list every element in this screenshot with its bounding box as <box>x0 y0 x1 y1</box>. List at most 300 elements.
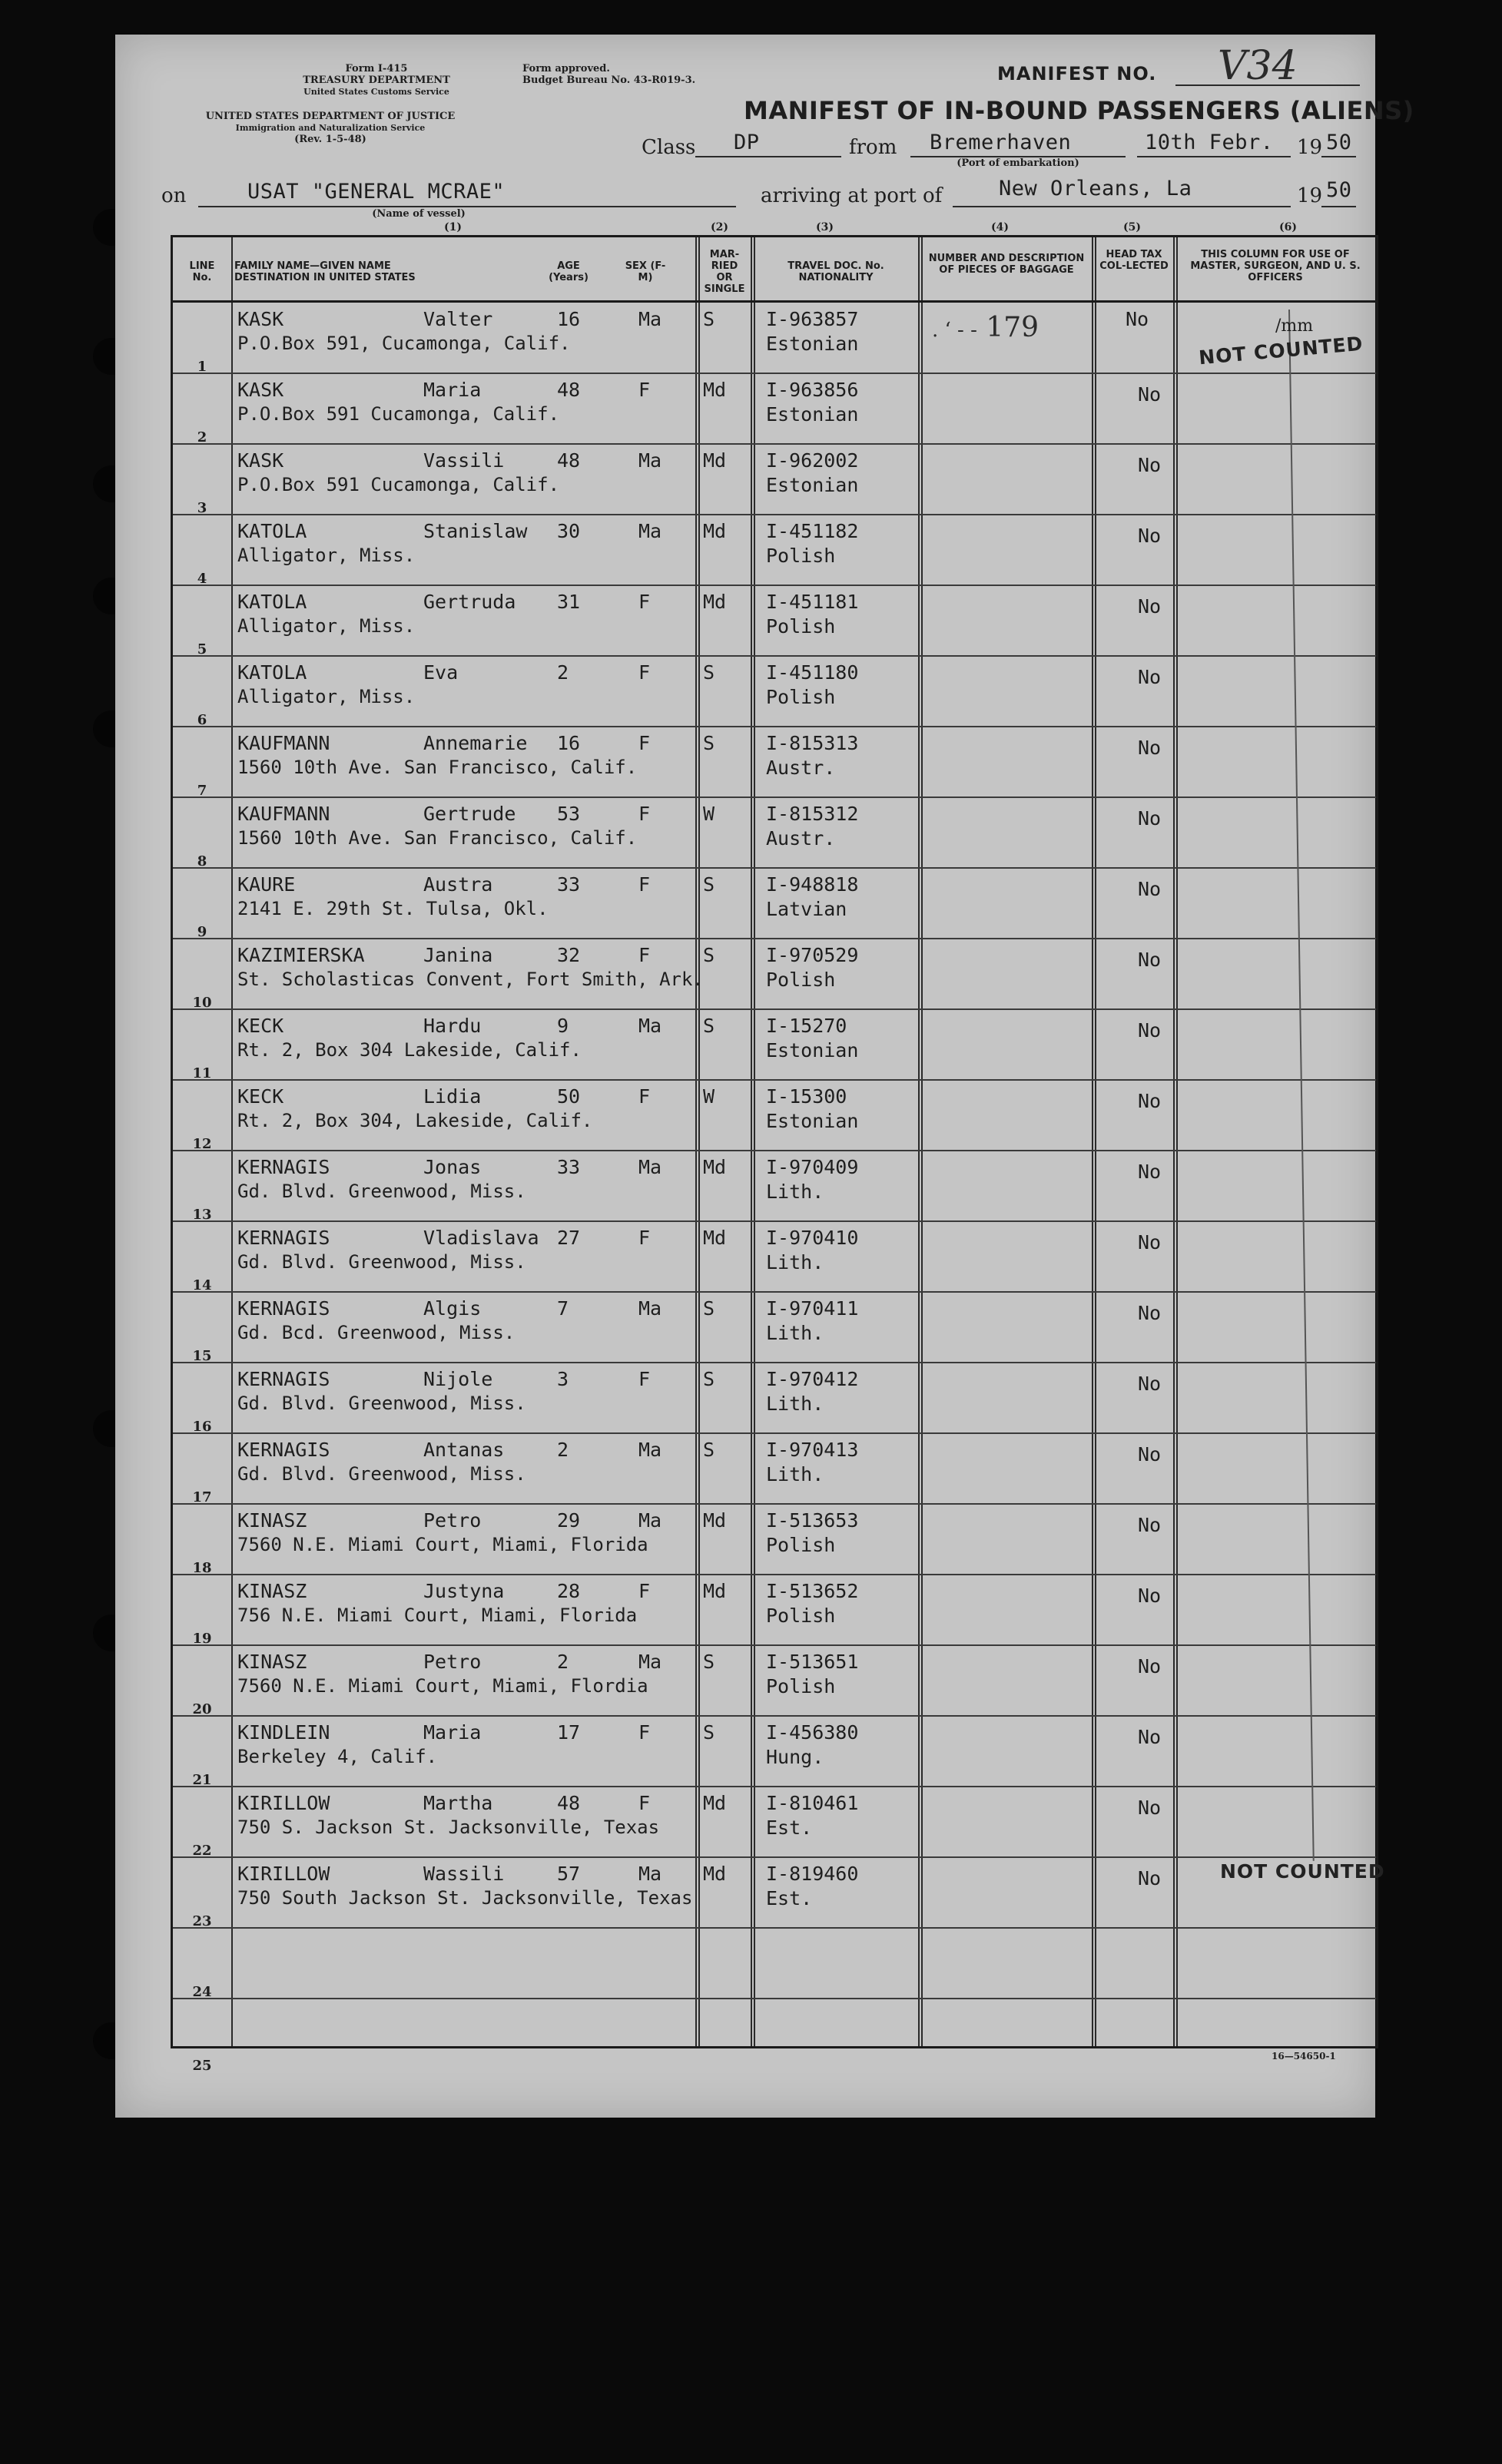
travel-doc-no: I-970413 <box>766 1439 859 1461</box>
date-value: 10th Febr. <box>1145 131 1274 154</box>
head-tax: No <box>1138 737 1162 759</box>
nationality: Polish <box>766 1675 836 1697</box>
table-row <box>173 1432 1376 1503</box>
marital-status: Md <box>703 1227 727 1249</box>
sex: Ma <box>638 520 662 542</box>
table-row <box>173 867 1376 938</box>
table-row <box>173 1220 1376 1291</box>
family-name: KERNAGIS <box>237 1439 330 1461</box>
family-name: KERNAGIS <box>237 1297 330 1320</box>
line-number: 7 <box>197 783 207 799</box>
family-name: KINASZ <box>237 1509 307 1532</box>
marital-status: W <box>703 1085 715 1108</box>
vessel-label: (Name of vessel) <box>372 208 466 220</box>
marital-status: Md <box>703 1509 727 1532</box>
header-line-no: LINE No. <box>189 260 215 283</box>
nationality: Lith. <box>766 1181 824 1203</box>
nationality: Latvian <box>766 898 847 920</box>
nationality: Austr. <box>766 757 836 779</box>
family-name: KATOLA <box>237 591 307 613</box>
manifest-no-label: MANIFEST NO. <box>997 63 1157 84</box>
nationality: Estonian <box>766 1039 859 1061</box>
header-name: FAMILY NAME—GIVEN NAME DESTINATION IN UNITED STATES <box>234 260 416 283</box>
given-name: Justyna <box>423 1580 505 1602</box>
table-row <box>173 796 1376 867</box>
sex: Ma <box>638 1651 662 1673</box>
class-label: Class <box>642 136 696 159</box>
nationality: Polish <box>766 686 836 708</box>
line-number: 21 <box>192 1772 212 1788</box>
marital-status: S <box>703 944 715 966</box>
sex: F <box>638 1227 651 1249</box>
line-number: 2 <box>197 429 207 445</box>
mm-note: /mm <box>1275 316 1314 336</box>
header-age: AGE (Years) <box>549 260 589 283</box>
travel-doc-no: I-513653 <box>766 1509 859 1532</box>
family-name: KASK <box>237 379 284 401</box>
col-num-5: (5) <box>1123 221 1141 233</box>
sex: Ma <box>638 1509 662 1532</box>
age: 2 <box>557 1439 569 1461</box>
marital-status: Md <box>703 1792 727 1814</box>
baggage-count: 179 <box>986 312 1039 343</box>
given-name: Eva <box>423 661 459 684</box>
family-name: KAUFMANN <box>237 803 330 825</box>
port-embark-label: (Port of embarkation) <box>957 157 1079 169</box>
marital-status: S <box>703 732 715 754</box>
line-number: 25 <box>192 2058 212 2074</box>
line-number: 19 <box>192 1631 212 1647</box>
travel-doc-no: I-513651 <box>766 1651 859 1673</box>
marital-status: Md <box>703 1580 727 1602</box>
destination: P.O.Box 591 Cucamonga, Calif. <box>237 403 560 425</box>
sex: F <box>638 1368 651 1390</box>
given-name: Vladislava <box>423 1227 539 1249</box>
line-number: 24 <box>192 1984 212 2000</box>
nationality: Estonian <box>766 474 859 496</box>
destination: Berkeley 4, Calif. <box>237 1746 438 1767</box>
family-name: KAZIMIERSKA <box>237 944 365 966</box>
header-married: MAR-RIED OR SINGLE <box>704 249 745 295</box>
given-name: Lidia <box>423 1085 482 1108</box>
sex: F <box>638 591 651 613</box>
sex: F <box>638 1085 651 1108</box>
marital-status: S <box>703 308 715 330</box>
arriving-label: arriving at port of <box>761 184 943 207</box>
nationality: Lith. <box>766 1393 824 1415</box>
family-name: KINASZ <box>237 1651 307 1673</box>
sex: F <box>638 873 651 896</box>
travel-doc-no: I-963856 <box>766 379 859 401</box>
line-number: 13 <box>192 1207 212 1223</box>
line-number: 6 <box>197 712 207 728</box>
age: 30 <box>557 520 581 542</box>
travel-doc-no: I-451182 <box>766 520 859 542</box>
table-row <box>173 514 1376 585</box>
age: 7 <box>557 1297 569 1320</box>
budget-label: Budget Bureau No. 43-R019-3. <box>522 75 696 86</box>
not-counted-stamp-top: NOT COUNTED <box>1198 332 1364 369</box>
travel-doc-no: I-970411 <box>766 1297 859 1320</box>
sex: F <box>638 661 651 684</box>
destination: 750 South Jackson St. Jacksonville, Texas <box>237 1887 693 1909</box>
head-tax: No <box>1138 1231 1162 1254</box>
age: 3 <box>557 1368 569 1390</box>
marital-status: S <box>703 1439 715 1461</box>
travel-doc-no: I-513652 <box>766 1580 859 1602</box>
head-tax: No <box>1138 807 1162 830</box>
table-row <box>173 1856 1376 1927</box>
head-tax: No <box>1138 1726 1162 1748</box>
travel-doc-no: I-456380 <box>766 1721 859 1744</box>
given-name: Gertruda <box>423 591 516 613</box>
destination: P.O.Box 591 Cucamonga, Calif. <box>237 474 560 495</box>
nationality: Estonian <box>766 403 859 426</box>
from-label: from <box>849 136 897 159</box>
nationality: Estonian <box>766 333 859 355</box>
year-prefix: 19 <box>1297 136 1323 159</box>
head-tax: No <box>1138 1019 1162 1042</box>
doj-label: UNITED STATES DEPARTMENT OF JUSTICE <box>205 111 456 122</box>
table-row <box>173 1574 1376 1647</box>
baggage-note: . ‘ - - 179 <box>932 312 1039 343</box>
age: 9 <box>557 1015 569 1037</box>
family-name: KECK <box>237 1015 284 1037</box>
marital-status: Md <box>703 379 727 401</box>
line-number: 23 <box>192 1913 212 1929</box>
head-tax: No <box>1138 595 1162 618</box>
age: 48 <box>557 379 581 401</box>
destination: 750 S. Jackson St. Jacksonville, Texas <box>237 1817 660 1838</box>
line-number: 14 <box>192 1277 212 1293</box>
marital-status: S <box>703 873 715 896</box>
marital-status: Md <box>703 591 727 613</box>
destination: 7560 N.E. Miami Court, Miami, Florida <box>237 1534 648 1555</box>
age: 29 <box>557 1509 581 1532</box>
col-num-6: (6) <box>1279 221 1297 233</box>
destination: Gd. Blvd. Greenwood, Miss. <box>237 1393 526 1414</box>
table-row <box>173 373 1376 443</box>
given-name: Petro <box>423 1651 482 1673</box>
age: 50 <box>557 1085 581 1108</box>
header-travel-doc: TRAVEL DOC. No. NATIONALITY <box>787 260 884 283</box>
nationality: Polish <box>766 1534 836 1556</box>
given-name: Martha <box>423 1792 493 1814</box>
travel-doc-no: I-970409 <box>766 1156 859 1178</box>
header-sex: SEX (F-M) <box>625 260 666 283</box>
travel-doc-no: I-962002 <box>766 449 859 472</box>
given-name: Nijole <box>423 1368 493 1390</box>
revision-label: (Rev. 1-5-48) <box>294 134 366 145</box>
head-tax: No <box>1138 1797 1162 1819</box>
age: 48 <box>557 449 581 472</box>
col-num-1: (1) <box>444 221 462 233</box>
destination: P.O.Box 591, Cucamonga, Calif. <box>237 333 571 354</box>
table-row <box>173 585 1376 655</box>
family-name: KERNAGIS <box>237 1368 330 1390</box>
marital-status: Md <box>703 1156 727 1178</box>
marital-status: S <box>703 1651 715 1673</box>
sex: F <box>638 803 651 825</box>
table-row <box>173 1150 1376 1223</box>
travel-doc-no: I-970412 <box>766 1368 859 1390</box>
table-row <box>173 1927 1376 1998</box>
destination: Gd. Bcd. Greenwood, Miss. <box>237 1322 516 1343</box>
given-name: Stanislaw <box>423 520 528 542</box>
travel-doc-no: I-815313 <box>766 732 859 754</box>
sex: Ma <box>638 1297 662 1320</box>
given-name: Austra <box>423 873 493 896</box>
nationality: Lith. <box>766 1463 824 1485</box>
head-tax: No <box>1138 878 1162 900</box>
age: 57 <box>557 1863 581 1885</box>
treasury-dept: TREASURY DEPARTMENT <box>303 75 450 86</box>
destination: Gd. Blvd. Greenwood, Miss. <box>237 1251 526 1273</box>
class-value: DP <box>734 131 760 154</box>
family-name: KASK <box>237 449 284 472</box>
travel-doc-no: I-815312 <box>766 803 859 825</box>
nationality: Austr. <box>766 827 836 849</box>
sex: F <box>638 1721 651 1744</box>
travel-doc-no: I-819460 <box>766 1863 859 1885</box>
destination: Alligator, Miss. <box>237 545 416 566</box>
sex: Ma <box>638 308 662 330</box>
age: 48 <box>557 1792 581 1814</box>
destination: Rt. 2, Box 304 Lakeside, Calif. <box>237 1039 582 1061</box>
line-number: 8 <box>197 853 207 869</box>
destination: 7560 N.E. Miami Court, Miami, Flordia <box>237 1675 648 1697</box>
head-tax: No <box>1138 1585 1162 1607</box>
head-tax: No <box>1138 1161 1162 1183</box>
header-baggage: NUMBER AND DESCRIPTION OF PIECES OF BAGGAGE <box>928 253 1085 276</box>
sex: F <box>638 1792 651 1814</box>
given-name: Wassili <box>423 1863 505 1885</box>
nationality: Polish <box>766 615 836 638</box>
table-row <box>173 1362 1376 1435</box>
family-name: KINASZ <box>237 1580 307 1602</box>
destination: 1560 10th Ave. San Francisco, Calif. <box>237 757 638 778</box>
head-tax: No <box>1126 308 1149 330</box>
family-name: KIRILLOW <box>237 1792 330 1814</box>
nationality: Polish <box>766 969 836 991</box>
nationality: Polish <box>766 1605 836 1627</box>
age: 16 <box>557 308 581 330</box>
line-number: 20 <box>192 1701 212 1717</box>
approval-label: Form approved. <box>522 63 610 75</box>
family-name: KATOLA <box>237 520 307 542</box>
line-number: 1 <box>197 359 207 375</box>
family-name: KINDLEIN <box>237 1721 330 1744</box>
line-number: 16 <box>192 1419 212 1435</box>
head-tax: No <box>1138 1302 1162 1324</box>
travel-doc-no: I-970410 <box>766 1227 859 1249</box>
destination: Alligator, Miss. <box>237 686 416 707</box>
page-title: MANIFEST OF IN-BOUND PASSENGERS (ALIENS) <box>744 96 1414 125</box>
given-name: Maria <box>423 379 482 401</box>
sex: F <box>638 1580 651 1602</box>
on-label: on <box>161 184 187 207</box>
head-tax: No <box>1138 1867 1162 1889</box>
sex: Ma <box>638 449 662 472</box>
line-number: 18 <box>192 1560 212 1576</box>
nationality: Est. <box>766 1817 813 1839</box>
line-number: 3 <box>197 500 207 516</box>
nationality: Lith. <box>766 1322 824 1344</box>
table-row <box>173 1079 1376 1150</box>
marital-status: S <box>703 1015 715 1037</box>
marital-status: S <box>703 1297 715 1320</box>
marital-status: Md <box>703 520 727 542</box>
family-name: KECK <box>237 1085 284 1108</box>
marital-status: Md <box>703 1863 727 1885</box>
head-tax: No <box>1138 1514 1162 1536</box>
table-row <box>173 1786 1376 1859</box>
year2-prefix: 19 <box>1297 184 1323 207</box>
travel-doc-no: I-970529 <box>766 944 859 966</box>
family-name: KAURE <box>237 873 296 896</box>
destination: 2141 E. 29th St. Tulsa, Okl. <box>237 898 549 919</box>
marital-status: W <box>703 803 715 825</box>
travel-doc-no: I-963857 <box>766 308 859 330</box>
table-row <box>173 1008 1376 1079</box>
age: 31 <box>557 591 581 613</box>
travel-doc-no: I-948818 <box>766 873 859 896</box>
family-name: KERNAGIS <box>237 1227 330 1249</box>
form-code: 16—54650-1 <box>1272 2051 1336 2062</box>
col-num-3: (3) <box>816 221 834 233</box>
line-number: 17 <box>192 1489 212 1505</box>
given-name: Maria <box>423 1721 482 1744</box>
nationality: Polish <box>766 545 836 567</box>
travel-doc-no: I-451180 <box>766 661 859 684</box>
line-number: 9 <box>197 924 207 940</box>
age: 27 <box>557 1227 581 1249</box>
table-row <box>173 1644 1376 1715</box>
customs-service: United States Customs Service <box>303 87 449 97</box>
age: 17 <box>557 1721 581 1744</box>
family-name: KASK <box>237 308 284 330</box>
given-name: Algis <box>423 1297 482 1320</box>
marital-status: S <box>703 661 715 684</box>
age: 2 <box>557 661 569 684</box>
age: 33 <box>557 873 581 896</box>
header-head-tax: HEAD TAX COL-LECTED <box>1099 249 1169 272</box>
head-tax: No <box>1138 1090 1162 1112</box>
given-name: Antanas <box>423 1439 505 1461</box>
head-tax: No <box>1138 383 1162 406</box>
line-number: 15 <box>192 1348 212 1364</box>
head-tax: No <box>1138 1655 1162 1677</box>
year2-value: 50 <box>1326 178 1352 202</box>
not-counted-stamp-bottom: NOT COUNTED <box>1220 1860 1385 1883</box>
family-name: KIRILLOW <box>237 1863 330 1885</box>
form-number: Form I-415 <box>345 63 408 75</box>
age: 32 <box>557 944 581 966</box>
given-name: Vassili <box>423 449 505 472</box>
sex: Ma <box>638 1015 662 1037</box>
nationality: Hung. <box>766 1746 824 1768</box>
given-name: Gertrude <box>423 803 516 825</box>
age: 2 <box>557 1651 569 1673</box>
destination: 1560 10th Ave. San Francisco, Calif. <box>237 827 638 849</box>
given-name: Jonas <box>423 1156 482 1178</box>
line-number: 22 <box>192 1843 212 1859</box>
manifest-no-value: V34 <box>1218 43 1298 89</box>
nationality: Estonian <box>766 1110 859 1132</box>
head-tax: No <box>1138 949 1162 971</box>
age: 16 <box>557 732 581 754</box>
sex: F <box>638 732 651 754</box>
table-row <box>173 938 1376 1011</box>
marital-status: Md <box>703 449 727 472</box>
travel-doc-no: I-15270 <box>766 1015 847 1037</box>
line-number: 12 <box>192 1136 212 1152</box>
head-tax: No <box>1138 1373 1162 1395</box>
destination: Alligator, Miss. <box>237 615 416 637</box>
sex: F <box>638 944 651 966</box>
from-value: Bremerhaven <box>930 131 1072 154</box>
col-num-4: (4) <box>991 221 1009 233</box>
travel-doc-no: I-810461 <box>766 1792 859 1814</box>
table-row <box>173 1291 1376 1362</box>
table-row <box>173 443 1376 514</box>
age: 33 <box>557 1156 581 1178</box>
given-name: Hardu <box>423 1015 482 1037</box>
marital-status: S <box>703 1721 715 1744</box>
family-name: KATOLA <box>237 661 307 684</box>
sex: F <box>638 379 651 401</box>
given-name: Janina <box>423 944 493 966</box>
line-number: 10 <box>192 995 212 1011</box>
line-number: 5 <box>197 641 207 657</box>
table-row <box>173 302 1376 373</box>
ins-label: Immigration and Naturalization Service <box>235 123 426 133</box>
arrival-port: New Orleans, La <box>999 177 1192 200</box>
family-name: KAUFMANN <box>237 732 330 754</box>
sex: Ma <box>638 1156 662 1178</box>
sex: Ma <box>638 1863 662 1885</box>
age: 28 <box>557 1580 581 1602</box>
table-row <box>173 726 1376 799</box>
nationality: Est. <box>766 1887 813 1909</box>
head-tax: No <box>1138 454 1162 476</box>
travel-doc-no: I-451181 <box>766 591 859 613</box>
age: 53 <box>557 803 581 825</box>
vessel-value: USAT "GENERAL MCRAE" <box>247 180 506 204</box>
head-tax: No <box>1138 525 1162 547</box>
header-officers: THIS COLUMN FOR USE OF MASTER, SURGEON, AND U. S. OFFICERS <box>1190 249 1361 283</box>
given-name: Annemarie <box>423 732 528 754</box>
table-row <box>173 655 1376 726</box>
destination: St. Scholasticas Convent, Fort Smith, Ark. <box>237 969 704 990</box>
marital-status: S <box>703 1368 715 1390</box>
nationality: Lith. <box>766 1251 824 1273</box>
family-name: KERNAGIS <box>237 1156 330 1178</box>
head-tax: No <box>1138 1443 1162 1465</box>
given-name: Valter <box>423 308 493 330</box>
destination: Gd. Blvd. Greenwood, Miss. <box>237 1181 526 1202</box>
line-number: 4 <box>197 571 207 587</box>
head-tax: No <box>1138 666 1162 688</box>
table-row <box>173 1998 1376 2074</box>
year-value: 50 <box>1326 131 1352 154</box>
destination: 756 N.E. Miami Court, Miami, Florida <box>237 1605 638 1626</box>
travel-doc-no: I-15300 <box>766 1085 847 1108</box>
table-row <box>173 1503 1376 1574</box>
sex: Ma <box>638 1439 662 1461</box>
table-row <box>173 1715 1376 1786</box>
col-num-2: (2) <box>711 221 728 233</box>
